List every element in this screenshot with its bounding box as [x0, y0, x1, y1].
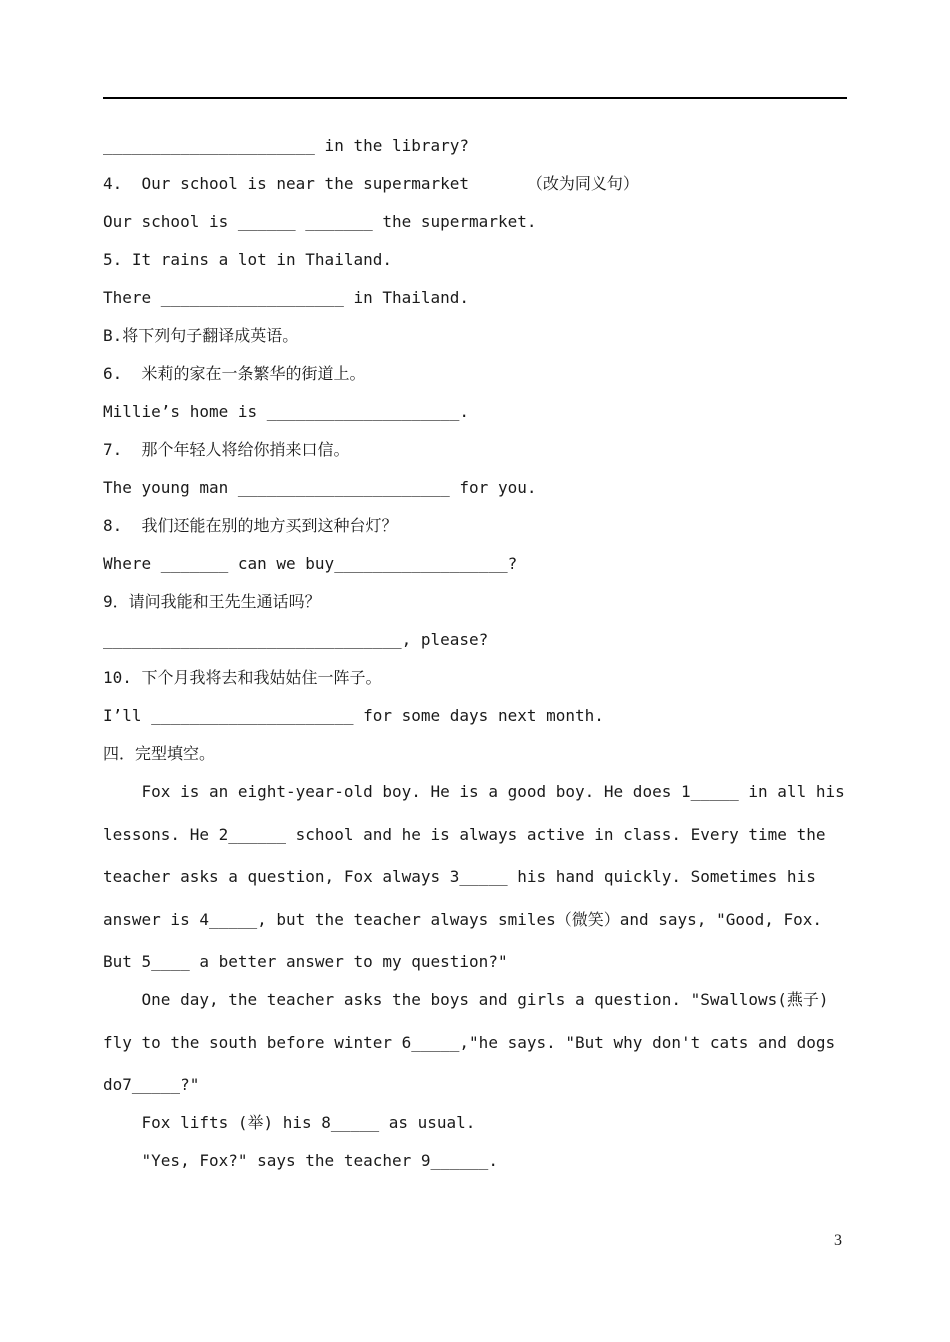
text-line: _______________________________, please? — [103, 630, 489, 649]
passage-line: Fox lifts (举) his 8_____ as usual. — [103, 1113, 476, 1132]
passage-line: But 5____ a better answer to my question?" — [103, 952, 508, 971]
passage-line: answer is 4_____, but the teacher always smiles（微笑）and says, "Good, Fox. — [103, 910, 823, 929]
passage-line: teacher asks a question, Fox always 3_____ his hand quickly. Sometimes his — [103, 867, 816, 886]
passage-line: One day, the teacher asks the boys and girls a question. "Swallows(燕子) — [103, 990, 829, 1009]
question-5: 5. It rains a lot in Thailand. — [103, 250, 392, 269]
question-9: 9．请问我能和王先生通话吗？ — [103, 592, 321, 611]
text-line: The young man ______________________ for you. — [103, 478, 537, 497]
question-6: 6. 米莉的家在一条繁华的街道上。 — [103, 364, 366, 383]
section-4-heading: 四．完型填空。 — [103, 744, 216, 763]
text-line: I’ll _____________________ for some days next month. — [103, 706, 604, 725]
passage-line: fly to the south before winter 6_____,"he says. "But why don't cats and dogs — [103, 1033, 836, 1052]
page-number: 3 — [834, 1232, 842, 1249]
passage-line: Fox is an eight-year-old boy. He is a good boy. He does 1_____ in all his — [103, 782, 845, 801]
header-rule — [103, 97, 847, 99]
question-10: 10. 下个月我将去和我姑姑住一阵子。 — [103, 668, 382, 687]
section-b-heading: B.将下列句子翻译成英语。 — [103, 326, 299, 345]
text-line: Millie’s home is ____________________. — [103, 402, 470, 421]
question-7: 7. 那个年轻人将给你捎来口信。 — [103, 440, 350, 459]
passage-line: do7_____?" — [103, 1075, 200, 1094]
text-line: Where _______ can we buy__________________? — [103, 554, 518, 573]
text-line: There ___________________ in Thailand. — [103, 288, 470, 307]
text-line: ______________________ in the library? — [103, 136, 470, 155]
text-line: Our school is ______ _______ the supermarket. — [103, 212, 537, 231]
question-8: 8. 我们还能在别的地方买到这种台灯？ — [103, 516, 398, 535]
question-4: 4. Our school is near the supermarket （改为同义句） — [103, 174, 639, 193]
passage-line: lessons. He 2______ school and he is always active in class. Every time the — [103, 825, 826, 844]
passage-line: "Yes, Fox?" says the teacher 9______. — [103, 1151, 498, 1170]
